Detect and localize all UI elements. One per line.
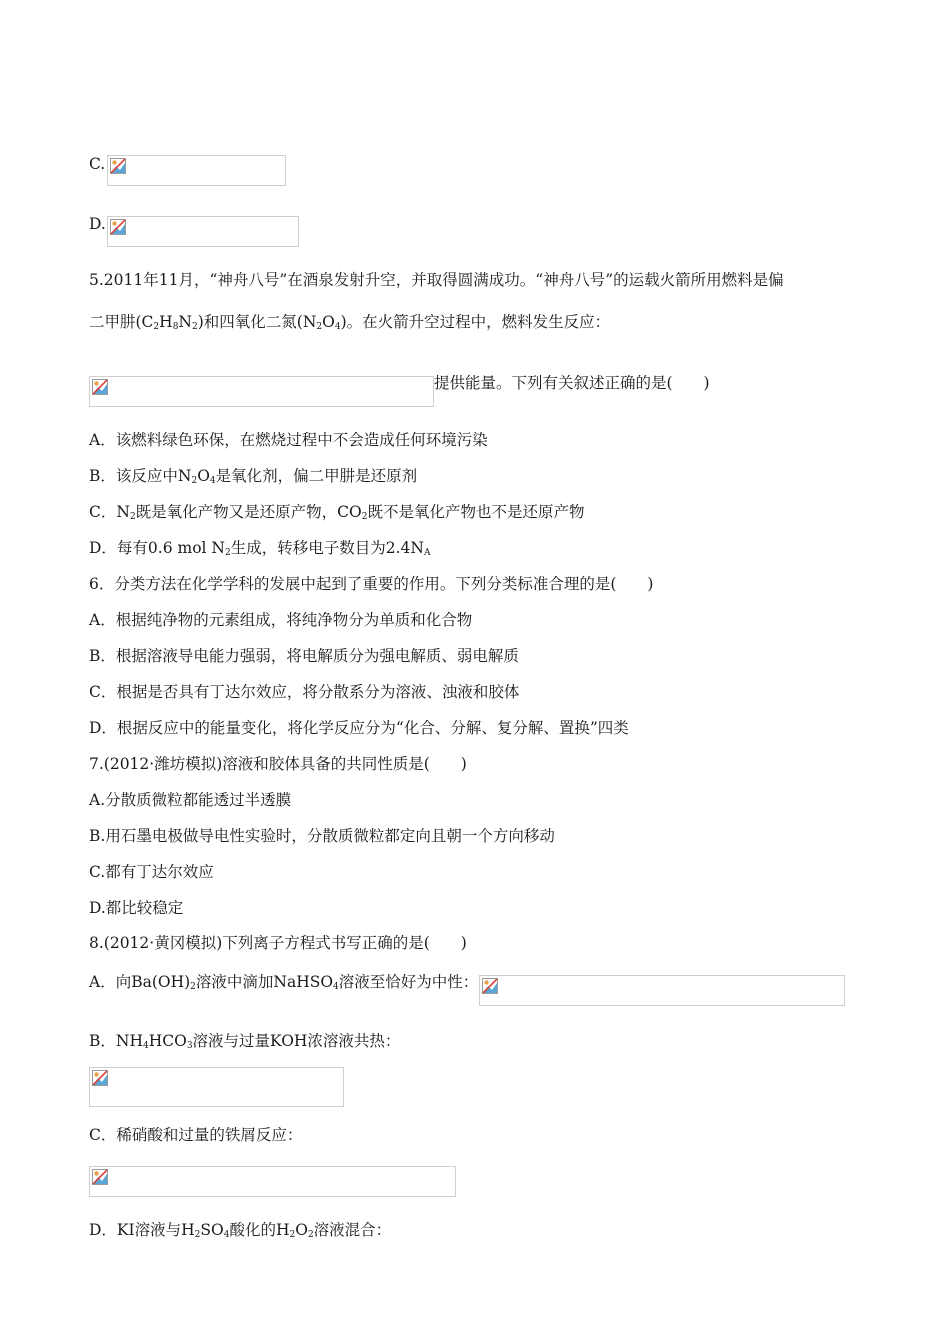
q4-option-c-image bbox=[107, 155, 286, 186]
q5-stem-line2: 二甲肼$(C_2H_8N_2)$和四氧化二氮$(N_2O_4)$。在火箭升空过程中，燃料发生反应： bbox=[89, 313, 611, 332]
broken-image-icon bbox=[92, 1070, 108, 1086]
q5-option-b: B．该反应中$N_2O_4$是氧化剂，偏二甲肼是还原剂 bbox=[89, 467, 418, 486]
q6-stem: 6．分类方法在化学学科的发展中起到了重要的作用。下列分类标准合理的是( ) bbox=[89, 575, 654, 593]
q5-option-d: D．每有0.6 mol $N_2$生成，转移电子数目为$2.4N_A$ bbox=[89, 539, 431, 558]
q8-option-c: C．稀硝酸和过量的铁屑反应： bbox=[89, 1126, 303, 1144]
q4-option-d-label: D. bbox=[89, 215, 106, 233]
broken-image-icon bbox=[92, 1169, 108, 1185]
q6-option-b: B．根据溶液导电能力强弱，将电解质分为强电解质、弱电解质 bbox=[89, 647, 519, 665]
q8-stem: 8.(2012·黄冈模拟)下列离子方程式书写正确的是( ) bbox=[89, 934, 467, 952]
q8-option-a-image bbox=[479, 975, 845, 1006]
q7-option-b: B.用石墨电极做导电性实验时，分散质微粒都定向且朝一个方向移动 bbox=[89, 827, 555, 845]
broken-image-icon bbox=[92, 379, 108, 395]
q5-option-c: C．$N_2$既是氧化产物又是还原产物，$CO_2$既不是氧化产物也不是还原产物 bbox=[89, 503, 585, 522]
q8-option-b-image bbox=[89, 1067, 344, 1107]
q7-option-d: D.都比较稳定 bbox=[89, 899, 184, 917]
q7-option-c: C.都有丁达尔效应 bbox=[89, 863, 214, 881]
q8-option-c-image bbox=[89, 1166, 456, 1197]
q6-option-c: C．根据是否具有丁达尔效应，将分散系分为溶液、浊液和胶体 bbox=[89, 683, 520, 701]
q5-stem-line1: 5.2011年11月，“神舟八号”在酒泉发射升空，并取得圆满成功。“神舟八号”的运载火箭所用燃料是偏 bbox=[89, 271, 784, 289]
q6-option-a: A．根据纯净物的元素组成，将纯净物分为单质和化合物 bbox=[89, 611, 473, 629]
q5-reaction-image bbox=[89, 376, 434, 407]
broken-image-icon bbox=[482, 978, 498, 994]
q8-option-b: B．$NH_4HCO_3$溶液与过量KOH浓溶液共热： bbox=[89, 1032, 401, 1051]
q5-stem-line3: 提供能量。下列有关叙述正确的是( ) bbox=[434, 374, 710, 392]
broken-image-icon bbox=[110, 219, 126, 235]
q4-option-d-image bbox=[107, 216, 299, 247]
broken-image-icon bbox=[110, 158, 126, 174]
q5-option-a: A．该燃料绿色环保，在燃烧过程中不会造成任何环境污染 bbox=[89, 431, 488, 449]
q7-option-a: A.分散质微粒都能透过半透膜 bbox=[89, 791, 292, 809]
q4-option-c-label: C. bbox=[89, 155, 106, 173]
q6-option-d: D．根据反应中的能量变化，将化学反应分为“化合、分解、复分解、置换”四类 bbox=[89, 719, 629, 737]
q8-option-a: A．向$Ba(OH)_2$溶液中滴加NaHSO$_4$溶液至恰好为中性： bbox=[89, 973, 479, 992]
q7-stem: 7.(2012·潍坊模拟)溶液和胶体具备的共同性质是( ) bbox=[89, 755, 467, 773]
q8-option-d: D．KI溶液与$H_2SO_4$酸化的$H_2O_2$溶液混合： bbox=[89, 1221, 392, 1240]
